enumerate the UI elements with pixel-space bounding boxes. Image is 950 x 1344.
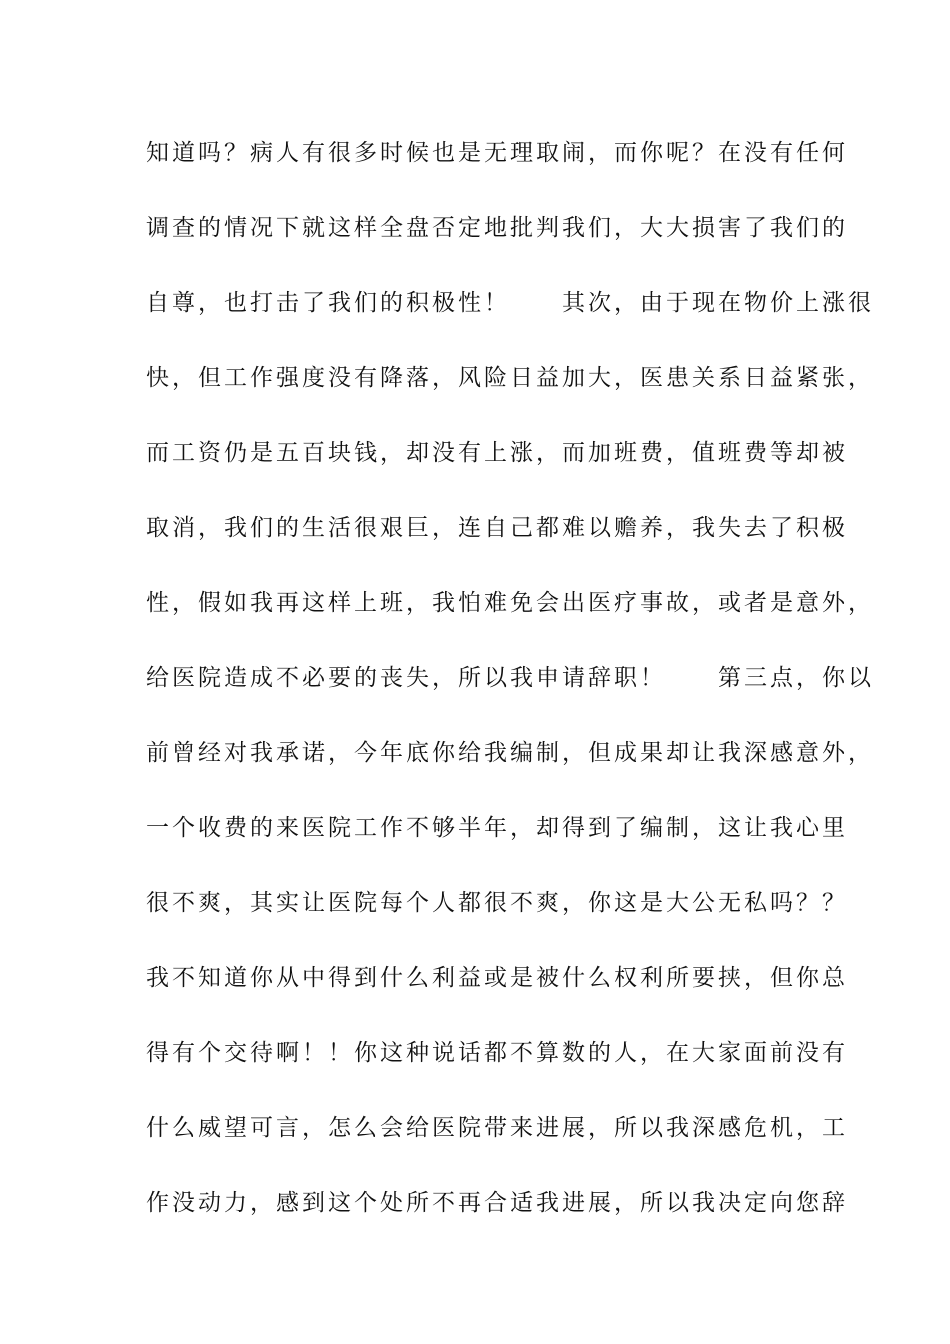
text-line: 给医院造成不必要的丧失，所以我申请辞职！ 第三点，你以 (146, 665, 874, 691)
text-line: 自尊，也打击了我们的积极性！ 其次，由于现在物价上涨很 (146, 290, 874, 316)
text-line: 调查的情况下就这样全盘否定地批判我们，大大损害了我们的 (146, 215, 848, 241)
text-line: 我不知道你从中得到什么利益或是被什么权利所要挟，但你总 (146, 965, 848, 991)
text-line: 很不爽，其实让医院每个人都很不爽，你这是大公无私吗？？ (146, 890, 848, 916)
text-line: 一个收费的来医院工作不够半年，却得到了编制，这让我心里 (146, 815, 848, 841)
text-line: 什么威望可言，怎么会给医院带来进展，所以我深感危机，工 (146, 1115, 848, 1141)
body-text (146, 131, 874, 1256)
text-line: 作没动力，感到这个处所不再合适我进展，所以我决定向您辞 (146, 1190, 848, 1216)
text-line: 知道吗？病人有很多时候也是无理取闹，而你呢？在没有任何 (146, 140, 848, 166)
text-line: 快，但工作强度没有降落，风险日益加大，医患关系日益紧张， (146, 365, 874, 391)
text-line: 前曾经对我承诺，今年底你给我编制，但成果却让我深感意外， (146, 740, 874, 766)
text-line: 取消，我们的生活很艰巨，连自己都难以赡养，我失去了积极 (146, 515, 848, 541)
text-line: 而工资仍是五百块钱，却没有上涨，而加班费，值班费等却被 (146, 440, 848, 466)
text-line: 性，假如我再这样上班，我怕难免会出医疗事故，或者是意外， (146, 590, 874, 616)
text-line: 得有个交待啊！！你这种说话都不算数的人，在大家面前没有 (146, 1040, 848, 1066)
